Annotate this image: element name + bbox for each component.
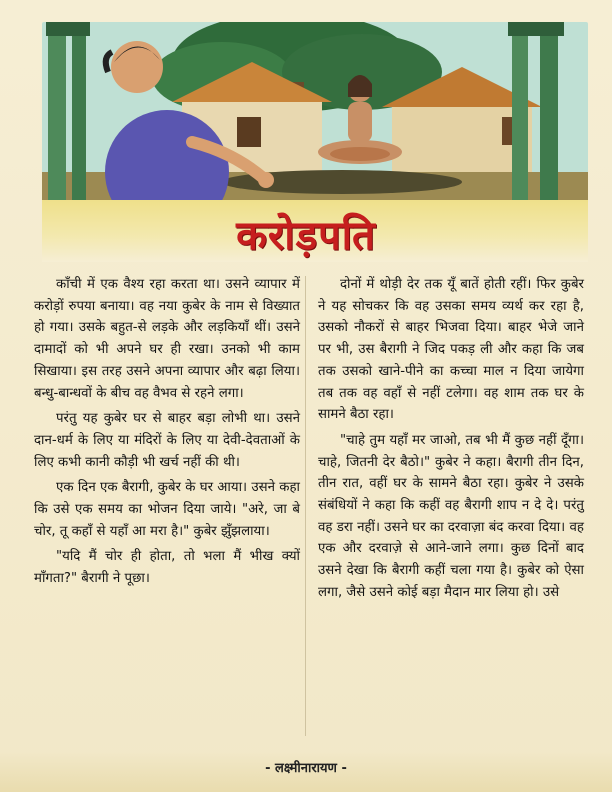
column-divider: [305, 276, 306, 736]
paragraph: "चाहे तुम यहाँ मर जाओ, तब भी मैं कुछ नहीं दूँगा। चाहे, जितनी देर बैठो।" कुबेर ने कहा। बैरागी तीन दिन, तीन रात, वहीं घर के सामने बैठा रहा। कुबेर ने उसके संबंधियों ने कहा कि कहीं वह बैरागी शाप न दे दे। परंतु वह डरा नहीं। उसने घर का दरवाज़ा बंद करवा दिया। वह एक और दरवाज़े से आने-जाने लगा। कुछ दिनों बाद उसने देखा कि बैरागी कहीं चला गया है। कुबेर को ऐसा लगा, जैसे उसने कोई बड़ा मैदान मार लिया हो। उसे: [318, 432, 584, 600]
author-credit: - लक्ष्मीनारायण -: [265, 761, 347, 776]
left-column: [34, 274, 300, 594]
paragraph: "यदि मैं चोर ही होता, तो भला मैं भीख क्यों माँगता?" बैरागी ने पूछा।: [34, 549, 300, 587]
story-title: करोड़पति: [236, 213, 376, 259]
paragraph: दोनों में थोड़ी देर तक यूँ बातें होती रहीं। फिर कुबेर ने यह सोचकर कि वह उसका समय व्यर्थ कर रहा है, उसको नौकरों से बाहर भिजवा दिया। बाहर भेजे जाने पर भी, उस बैरागी ने जिद पकड़ ली और कहा कि जब तक उसको खाने-पीने का कच्चा माल न दिया जायेगा तब तक वह वहाँ से नहीं टलेगा। वह शाम तक घर के सामने बैठा रहा।: [318, 277, 584, 423]
paragraph: परंतु यह कुबेर घर से बाहर बड़ा लोभी था। उसने दान-धर्म के लिए या मंदिरों के लिए या देवी-देवताओं के लिए कभी कानी कौड़ी भी खर्च नहीं की थी।: [34, 411, 300, 470]
paragraph: काँची में एक वैश्य रहा करता था। उसने व्यापार में करोड़ों रुपया बनाया। वह नया कुबेर के नाम से विख्यात हो गया। उसके बहुत-से लड़के और लड़कियाँ थीं। उसने दामादों को भी अपने घर ही रखा। उनको भी काम सिखाया। इस तरह उसने अपना व्यापार और बढ़ा लिया। बन्धु-बान्धवों के बीच वह वैभव से रहने लगा।: [34, 277, 300, 401]
right-column: [318, 274, 584, 608]
paragraph: एक दिन एक बैरागी, कुबेर के घर आया। उसने कहा कि उसे एक समय का भोजन दिया जाये। "अरे, जा बे चोर, तू कहाँ से यहाँ आ मरा है।" कुबेर झुँझलाया।: [34, 480, 300, 539]
story-illustration: [42, 22, 588, 218]
